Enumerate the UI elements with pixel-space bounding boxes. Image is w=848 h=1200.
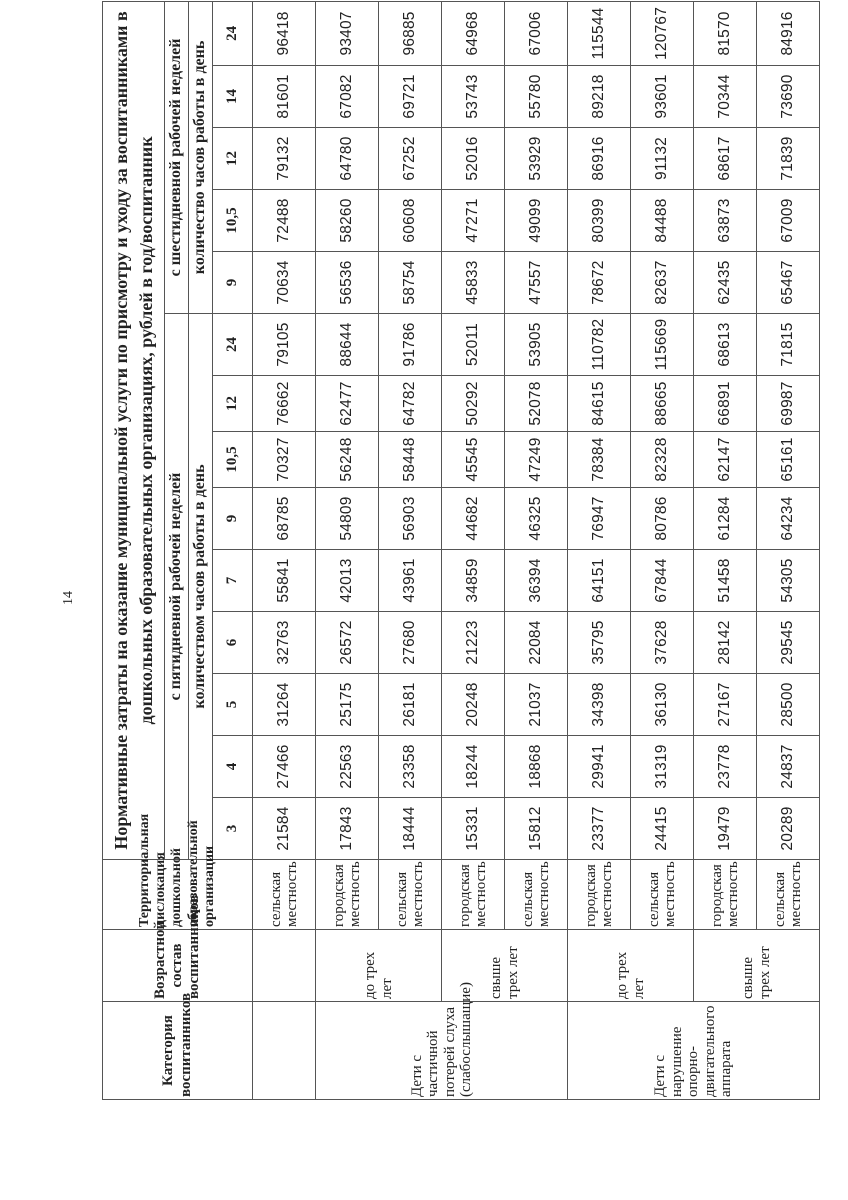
value-cell: 115669 [631,314,694,376]
value-cell: 69987 [757,376,820,432]
value-cell: 93601 [631,66,694,128]
location-cell: сельская местность [505,860,568,930]
value-cell: 76947 [568,488,631,550]
table-row [694,1,757,1099]
col-hours: 7 [213,550,253,612]
value-cell: 70327 [253,432,316,488]
table-row [253,1,316,1099]
value-cell: 34398 [568,674,631,736]
value-cell: 64151 [568,550,631,612]
value-cell: 18868 [505,736,568,798]
value-cell: 81570 [694,1,757,65]
header-location: Территориальная дислокация дошкольной образовательной организации [103,860,253,930]
value-cell: 47271 [442,190,505,252]
value-cell: 63873 [694,190,757,252]
category-cell-empty [253,1002,316,1100]
value-cell: 27680 [379,612,442,674]
category-cell-motor: Дети с нарушение опорно-двигательного аппарата [568,1002,820,1100]
col-hours: 14 [213,66,253,128]
value-cell: 62477 [316,376,379,432]
value-cell: 88665 [631,376,694,432]
value-cell: 56248 [316,432,379,488]
value-cell: 42013 [316,550,379,612]
location-cell: сельская местность [631,860,694,930]
value-cell: 82637 [631,252,694,314]
table-row [442,1,505,1099]
value-cell: 70634 [253,252,316,314]
value-cell: 18244 [442,736,505,798]
value-cell: 15812 [505,798,568,860]
value-cell: 80399 [568,190,631,252]
col-hours: 9 [213,252,253,314]
value-cell: 50292 [442,376,505,432]
value-cell: 31264 [253,674,316,736]
value-cell: 46325 [505,488,568,550]
value-cell: 67009 [757,190,820,252]
col-hours: 24 [213,1,253,65]
location-cell: городская местность [568,860,631,930]
value-cell: 81601 [253,66,316,128]
value-cell: 66891 [694,376,757,432]
col-hours: 12 [213,376,253,432]
value-cell: 120767 [631,1,694,65]
value-cell: 62147 [694,432,757,488]
rotated-table-container [102,6,820,1100]
value-cell: 65161 [757,432,820,488]
value-cell: 64780 [316,128,379,190]
value-cell: 54305 [757,550,820,612]
header-six-day-hours: количество часов работы в день [189,1,213,313]
col-hours: 4 [213,736,253,798]
col-hours: 10,5 [213,190,253,252]
value-cell: 60608 [379,190,442,252]
table-title: Нормативные затраты на оказание муниципальной услуги по присмотру и уходу за воспитанниками в дошкольных образовательных организациях, рублей в год/воспитанник [103,1,165,859]
location-cell: сельская местность [757,860,820,930]
value-cell: 67252 [379,128,442,190]
value-cell: 36130 [631,674,694,736]
value-cell: 91786 [379,314,442,376]
value-cell: 52016 [442,128,505,190]
value-cell: 110782 [568,314,631,376]
col-hours: 6 [213,612,253,674]
value-cell: 78672 [568,252,631,314]
value-cell: 51458 [694,550,757,612]
value-cell: 17843 [316,798,379,860]
value-cell: 76662 [253,376,316,432]
category-cell-hearing: Дети с частичной потерей слуха (слабослышащие) [316,1002,568,1100]
value-cell: 53743 [442,66,505,128]
value-cell: 27167 [694,674,757,736]
age-cell-over3: свыше трех лет [694,930,820,1002]
value-cell: 64968 [442,1,505,65]
value-cell: 19479 [694,798,757,860]
value-cell: 86916 [568,128,631,190]
value-cell: 23778 [694,736,757,798]
location-cell: сельская местность [379,860,442,930]
value-cell: 35795 [568,612,631,674]
value-cell: 28142 [694,612,757,674]
value-cell: 47249 [505,432,568,488]
value-cell: 45545 [442,432,505,488]
location-cell: городская местность [442,860,505,930]
value-cell: 71815 [757,314,820,376]
value-cell: 52078 [505,376,568,432]
value-cell: 21584 [253,798,316,860]
value-cell: 55780 [505,66,568,128]
value-cell: 72488 [253,190,316,252]
value-cell: 93407 [316,1,379,65]
value-cell: 56903 [379,488,442,550]
col-hours: 24 [213,314,253,376]
value-cell: 67082 [316,66,379,128]
value-cell: 24415 [631,798,694,860]
col-hours: 3 [213,798,253,860]
value-cell: 26181 [379,674,442,736]
value-cell: 71839 [757,128,820,190]
location-cell: городская местность [316,860,379,930]
value-cell: 96418 [253,1,316,65]
value-cell: 58448 [379,432,442,488]
value-cell: 37628 [631,612,694,674]
value-cell: 49099 [505,190,568,252]
value-cell: 68785 [253,488,316,550]
value-cell: 79132 [253,128,316,190]
value-cell: 27466 [253,736,316,798]
value-cell: 53929 [505,128,568,190]
value-cell: 44682 [442,488,505,550]
value-cell: 89218 [568,66,631,128]
value-cell: 68613 [694,314,757,376]
value-cell: 22084 [505,612,568,674]
value-cell: 84615 [568,376,631,432]
value-cell: 78384 [568,432,631,488]
value-cell: 62435 [694,252,757,314]
value-cell: 61284 [694,488,757,550]
value-cell: 88644 [316,314,379,376]
table-row [316,1,379,1099]
value-cell: 24837 [757,736,820,798]
value-cell: 96885 [379,1,442,65]
age-cell-under3: до трех лет [316,930,442,1002]
value-cell: 21223 [442,612,505,674]
header-age: Возрастной состав воспитанников [103,930,253,1002]
cost-norms-table [102,1,820,1100]
value-cell: 28500 [757,674,820,736]
value-cell: 45833 [442,252,505,314]
location-cell: сельская местность [253,860,316,930]
value-cell: 84916 [757,1,820,65]
value-cell: 43961 [379,550,442,612]
value-cell: 68617 [694,128,757,190]
value-cell: 15331 [442,798,505,860]
value-cell: 67006 [505,1,568,65]
value-cell: 64782 [379,376,442,432]
page-number: 14 [61,591,76,605]
age-cell-under3: до трех лет [568,930,694,1002]
value-cell: 82328 [631,432,694,488]
value-cell: 54809 [316,488,379,550]
col-hours: 5 [213,674,253,736]
value-cell: 64234 [757,488,820,550]
header-five-day: с пятидневной рабочей неделей [165,314,189,860]
age-cell-over3: свыше трех лет [442,930,568,1002]
value-cell: 22563 [316,736,379,798]
value-cell: 47557 [505,252,568,314]
col-hours: 9 [213,488,253,550]
value-cell: 52011 [442,314,505,376]
value-cell: 29545 [757,612,820,674]
value-cell: 29941 [568,736,631,798]
value-cell: 55841 [253,550,316,612]
col-hours: 12 [213,128,253,190]
value-cell: 32763 [253,612,316,674]
value-cell: 31319 [631,736,694,798]
col-hours: 10,5 [213,432,253,488]
value-cell: 79105 [253,314,316,376]
value-cell: 56536 [316,252,379,314]
value-cell: 80786 [631,488,694,550]
header-five-day-hours: количеством часов работы в день [189,314,213,860]
value-cell: 20248 [442,674,505,736]
value-cell: 34859 [442,550,505,612]
value-cell: 91132 [631,128,694,190]
value-cell: 67844 [631,550,694,612]
value-cell: 26572 [316,612,379,674]
value-cell: 25175 [316,674,379,736]
value-cell: 36394 [505,550,568,612]
value-cell: 20289 [757,798,820,860]
value-cell: 58260 [316,190,379,252]
age-cell-empty [253,930,316,1002]
value-cell: 84488 [631,190,694,252]
value-cell: 73690 [757,66,820,128]
value-cell: 65467 [757,252,820,314]
header-six-day: с шестидневной рабочей неделей [165,1,189,313]
value-cell: 23377 [568,798,631,860]
header-category: Категория воспитанников [103,1002,253,1100]
value-cell: 23358 [379,736,442,798]
value-cell: 69721 [379,66,442,128]
value-cell: 58754 [379,252,442,314]
value-cell: 18444 [379,798,442,860]
value-cell: 70344 [694,66,757,128]
value-cell: 53905 [505,314,568,376]
table-row [568,1,631,1099]
location-cell: городская местность [694,860,757,930]
value-cell: 21037 [505,674,568,736]
value-cell: 115544 [568,1,631,65]
